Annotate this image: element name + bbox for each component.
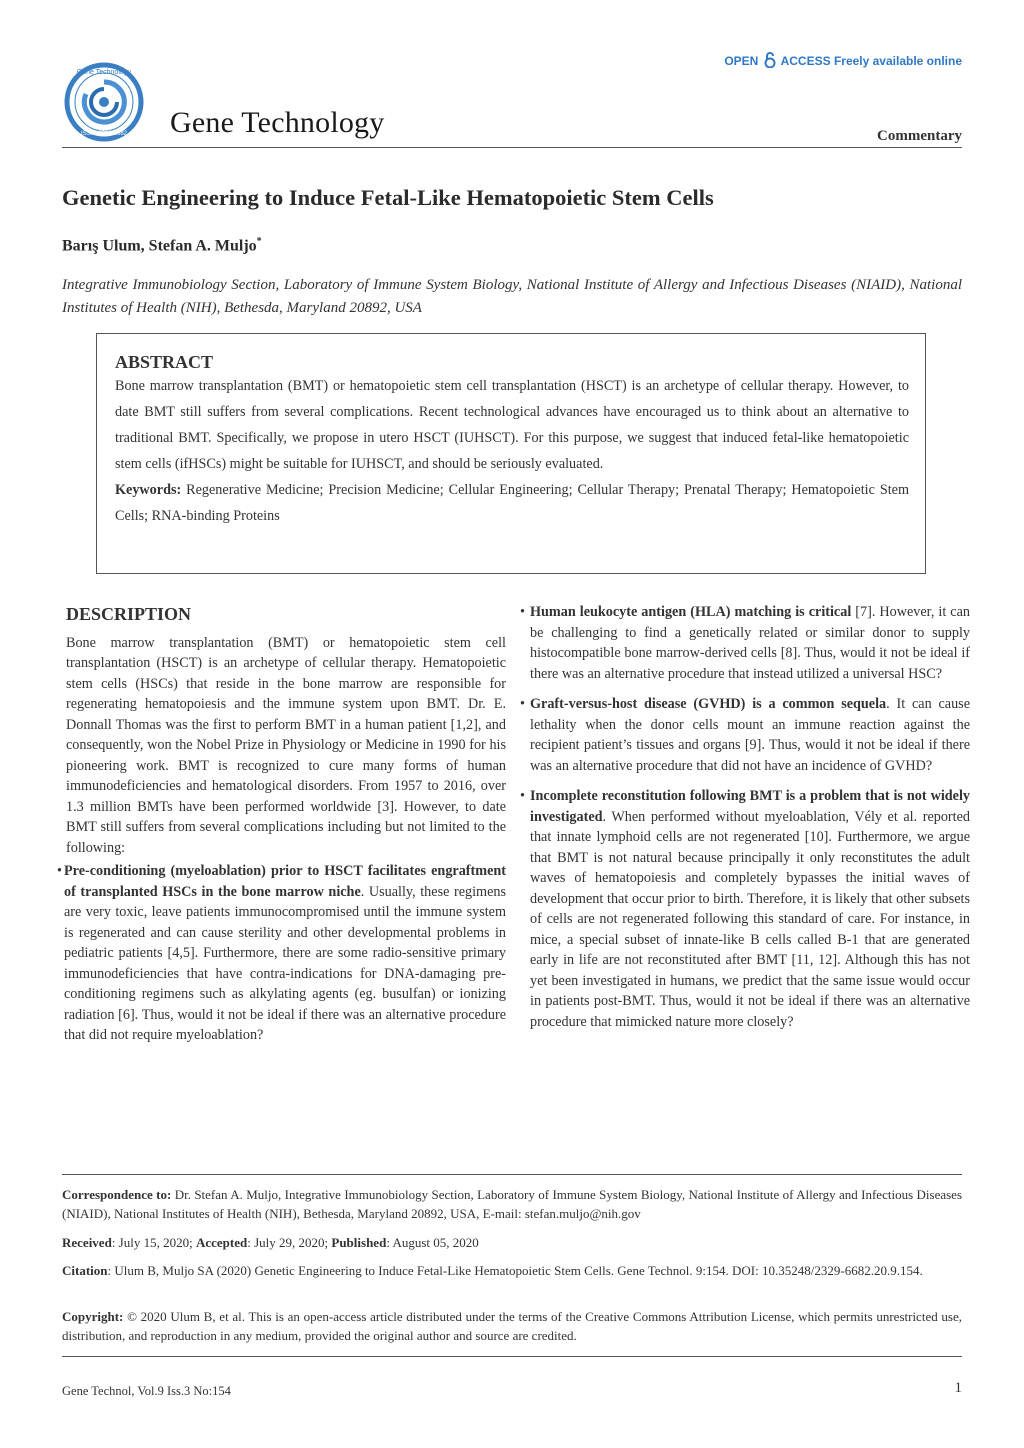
published-label: Published (331, 1235, 387, 1250)
list-item (520, 694, 970, 776)
bullet-body: [7]. However, it can be challenging to find a genetically related or similar donor to supply histocompatible bone marrow-derived cells [8]. Thus, would it not be ideal if there was an alternative procedure that instead utilized a universal HSC? (530, 604, 970, 682)
author-list (62, 236, 262, 255)
corresponding-author-marker: * (256, 236, 262, 247)
header-divider (62, 147, 962, 148)
page-number: 1 (954, 1380, 962, 1396)
copyright-label: Copyright: (62, 1309, 124, 1324)
journal-logo (64, 62, 144, 142)
citation-note (62, 1261, 962, 1280)
description-heading: DESCRIPTION (66, 604, 192, 624)
svg-text:ISSN: 2329-6682: ISSN: 2329-6682 (80, 131, 128, 137)
affiliation: Integrative Immunobiology Section, Laboratory of Immune System Biology, National Institute of Allergy and Infectious Diseases (NIAID), National Institutes of Health (NIH), Bethesda, Maryland 20892, USA (62, 277, 962, 316)
authors-text: Barış Ulum, Stefan A. Muljo (62, 237, 257, 255)
bullet-body: . Usually, these regimens are very toxic, leave patients immunocompromised until the immune system is regenerated and can cause sterility and other developmental problems in pediatric patients [4,5]. Furthermore, there are some radio-sensitive primary immunodeficiencies that have contra-indications for DNA-damaging pre-conditioning regimens such as alkylating agents (eg. busulfan) or ionizing radiation [6]. Thus, would it not be ideal if there was an alternative procedure that did not require myeloablation? (64, 883, 506, 1043)
list-item (520, 602, 970, 684)
article-type: Commentary (877, 128, 962, 144)
correspondence-text: Dr. Stefan A. Muljo, Integrative Immunobiology Section, Laboratory of Immune System Biology, National Institute of Allergy and Infectious Diseases (NIAID), National Institutes of Health (NIH), Bethesda, Maryland 20892, USA, E-mail: stefan.muljo@nih.gov (62, 1187, 962, 1221)
received-date: : July 15, 2020; (111, 1235, 196, 1250)
copyright-note (62, 1307, 962, 1345)
article-title: Genetic Engineering to Induce Fetal-Like Hematopoietic Stem Cells (62, 185, 714, 210)
footer-divider-bottom (62, 1356, 962, 1357)
description-intro: Bone marrow transplantation (BMT) or hematopoietic stem cell transplantation (HSCT) is an archetype of cellular therapy. Hematopoietic stem cells (HSCs) that reside in the bone marrow are responsible for regenerating hematopoiesis and the immune system upon BMT. Dr. E. Donnall Thomas was the first to perform BMT in a human patient [1,2], and consequently, won the Nobel Prize in Physiology or Medicine in 1990 for his pioneering work. BMT is recognized to cure many forms of human immunodeficiencies and hematological disorders. From 1957 to 2016, over 1.3 million BMTs have been performed worldwide [3]. However, to date BMT still suffers from several complications including but not limited to the following: (66, 634, 506, 856)
bullet-body: . It can cause lethality when the donor cells mount an immune reaction against the recipient patient’s tissues and organs [9]. Thus, would it not be ideal if there was an alternative procedure that did not have an incidence of GVHD? (530, 696, 970, 774)
bullet-head: Incomplete reconstitution following BMT is a problem that is not widely investigated (530, 788, 970, 825)
bullet-icon: • (57, 863, 62, 879)
keywords-label: Keywords: (115, 482, 182, 498)
open-access-badge (724, 52, 962, 71)
correspondence-label: Correspondence to: (62, 1187, 172, 1202)
citation-label: Citation (62, 1263, 108, 1278)
right-column (520, 602, 970, 1042)
bullet-head: Human leukocyte antigen (HLA) matching is critical (530, 604, 852, 620)
journal-name: Gene Technology (170, 106, 385, 139)
page-footer-citation: Gene Technol, Vol.9 Iss.3 No:154 (62, 1384, 231, 1398)
footer-divider-top (62, 1174, 962, 1175)
svg-text:Gene Technology: Gene Technology (76, 69, 132, 76)
open-lock-icon (764, 52, 776, 71)
bullet-icon: • (520, 696, 525, 712)
accepted-date: : July 29, 2020; (247, 1235, 332, 1250)
bullet-body: . When performed without myeloablation, Vély et al. reported that innate lymphoid cells are not regenerated [10]. Furthermore, we argue that BMT is not natural because principally it only reconstitutes the adult waves of hematopoiesis and completely bypasses the initial waves of development that occur prior to birth. Therefore, it is likely that other subsets of cells are not regenerated following this standard of care. For instance, in mice, a special subset of innate-like B cells called B-1 that are generated early in life are not reconstituted after BMT [11, 12]. Although this has not yet been investigated in humans, we predict that the same issue would occur in patients post-BMT. Thus, would it not be ideal if there was an alternative procedure that mimicked nature more closely? (530, 808, 970, 1030)
open-access-suffix: ACCESS Freely available online (780, 54, 962, 68)
list-item (57, 861, 506, 1046)
bullet-icon: • (520, 604, 525, 620)
correspondence-note (62, 1185, 962, 1223)
bullet-icon: • (520, 788, 525, 804)
received-label: Received (62, 1235, 112, 1250)
list-item (520, 786, 970, 1032)
bullet-head: Graft-versus-host disease (GVHD) is a common sequela (530, 696, 887, 712)
keywords-text: Regenerative Medicine; Precision Medicine; Cellular Engineering; Cellular Therapy; Prenatal Therapy; Hematopoietic Stem Cells; RNA-binding Proteins (115, 482, 909, 524)
abstract-heading: ABSTRACT (115, 352, 214, 372)
bullet-head: Pre-conditioning (myeloablation) prior to HSCT facilitates engraftment of transplanted HSCs in the bone marrow niche (64, 863, 506, 900)
open-access-prefix: OPEN (724, 54, 759, 68)
accepted-label: Accepted (195, 1235, 248, 1250)
published-date: : August 05, 2020 (386, 1235, 479, 1250)
copyright-text: © 2020 Ulum B, et al. This is an open-access article distributed under the terms of the Creative Commons Attribution License, which permits unrestricted use, distribution, and reproduction in any medium, provided the original author and source are credited. (62, 1309, 962, 1343)
keywords (115, 477, 909, 529)
abstract-text: Bone marrow transplantation (BMT) or hematopoietic stem cell transplantation (HSCT) is an archetype of cellular therapy. However, to date BMT still suffers from several complications. Recent technological advances have encouraged us to think about an alternative to traditional BMT. Specifically, we propose in utero HSCT (IUHSCT). For this purpose, we suggest that induced fetal-like hematopoietic stem cells (ifHSCs) might be suitable for IUHSCT, and should be seriously evaluated. (115, 378, 909, 472)
dates-note (62, 1233, 962, 1252)
abstract-box (96, 333, 926, 574)
citation-text: : Ulum B, Muljo SA (2020) Genetic Engineering to Induce Fetal-Like Hematopoietic Stem Cells. Gene Technol. 9:154. DOI: 10.35248/2329-6682.20.9.154. (107, 1263, 923, 1278)
left-column (57, 604, 506, 1046)
